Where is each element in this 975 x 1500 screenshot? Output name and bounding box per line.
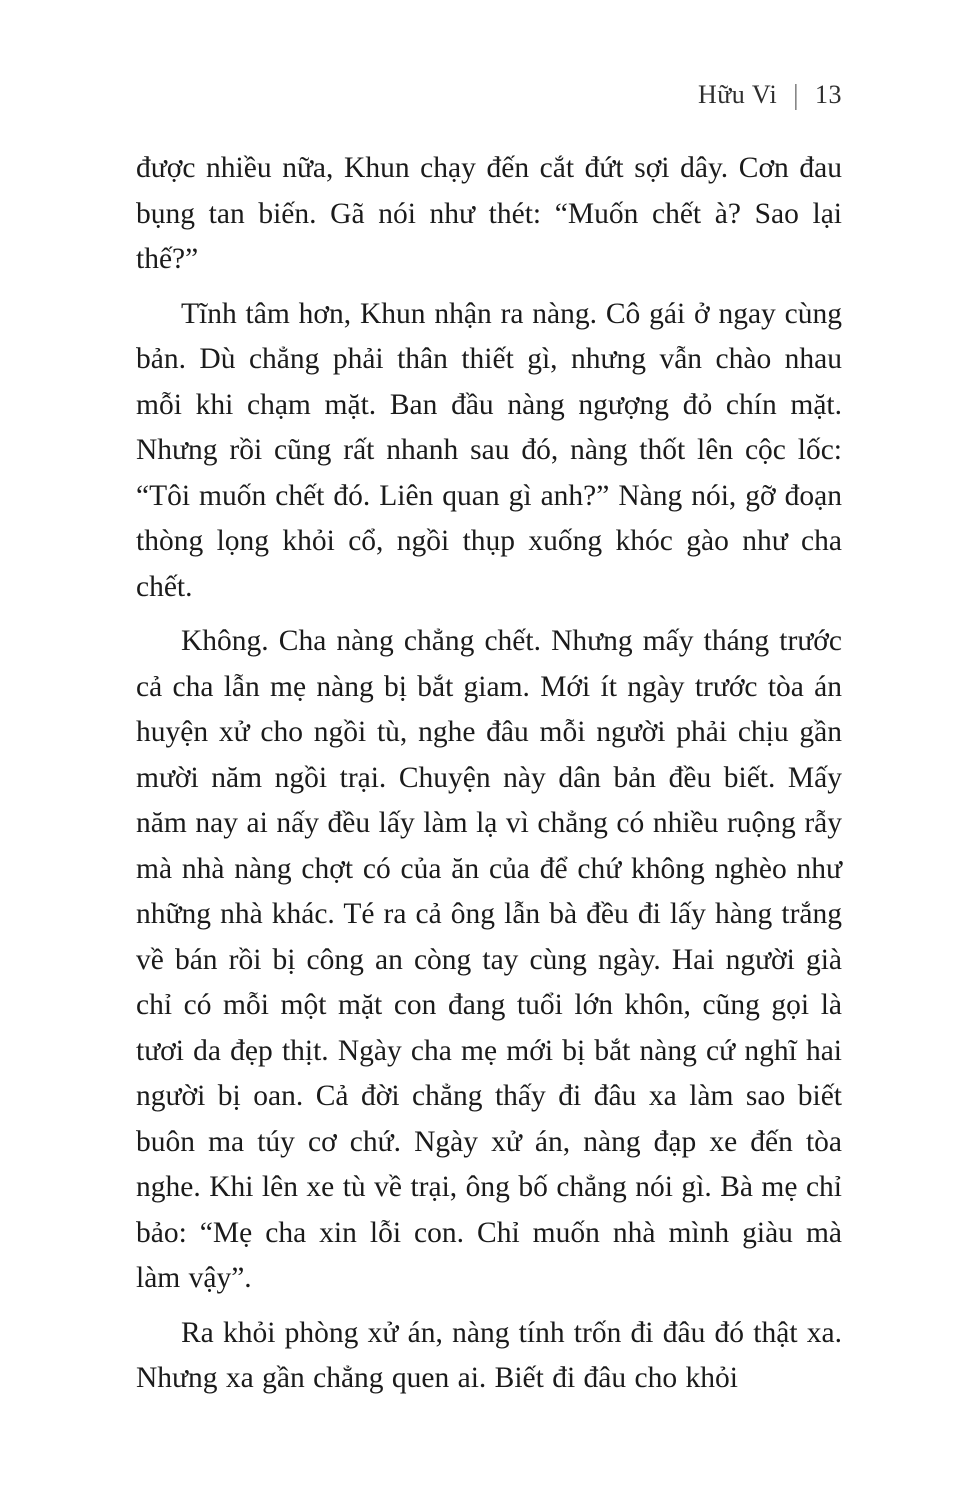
paragraph: Ra khỏi phòng xử án, nàng tính trốn đi đâu đó thật xa. Nhưng xa gần chẳng quen ai. Biết đi đâu cho khỏi — [136, 1316, 842, 1394]
running-title: Hữu Vi — [697, 80, 778, 109]
page-header — [136, 80, 842, 110]
paragraph: được nhiều nữa, Khun chạy đến cắt đứt sợi dây. Cơn đau bụng tan biến. Gã nói như thét: “Muốn chết à? Sao lại thế?” — [136, 152, 842, 275]
paragraph: Tĩnh tâm hơn, Khun nhận ra nàng. Cô gái ở ngay cùng bản. Dù chẳng phải thân thiết gì, nhưng vẫn chào nhau mỗi khi chạm mặt. Ban đầu nàng ngượng đỏ chín mặt. Nhưng rồi cũng rất nhanh sau đó, nàng thốt lên cộc lốc: “Tôi muốn chết đó. Liên quan gì anh?” Nàng nói, gỡ đoạn thòng lọng khỏi cổ, ngồi thụp xuống khóc gào như cha chết. — [136, 297, 842, 603]
paragraph: Không. Cha nàng chẳng chết. Nhưng mấy tháng trước cả cha lẫn mẹ nàng bị bắt giam. Mới ít ngày trước tòa án huyện xử cho ngồi tù, nghe đâu mỗi người phải chịu gần mười năm ngồi trại. Chuyện này dân bản đều biết. Mấy năm nay ai nấy đều lấy làm lạ vì chẳng có nhiều ruộng rẫy mà nhà nàng chợt có của ăn của để chứ không nghèo như những nhà khác. Té ra cả ông lẫn bà đều đi lấy hàng trắng về bán rồi bị công an còng tay cùng ngày. Hai người già chỉ có mỗi một mặt con đang tuổi lớn khôn, cũng gọi là tươi da đẹp thịt. Ngày cha mẹ mới bị bắt nàng cứ nghĩ hai người bị oan. Cả đời chẳng thấy đi đâu xa làm sao biết buôn ma túy cơ chứ. Ngày xử án, nàng đạp xe đến tòa nghe. Khi lên xe tù về trại, ông bố chẳng nói gì. Bà mẹ chỉ bảo: “Mẹ cha xin lỗi con. Chỉ muốn nhà mình giàu mà làm vậy”. — [136, 625, 842, 1294]
page-body — [136, 146, 842, 1402]
header-separator: | — [793, 78, 799, 111]
page-number: 13 — [815, 80, 842, 109]
